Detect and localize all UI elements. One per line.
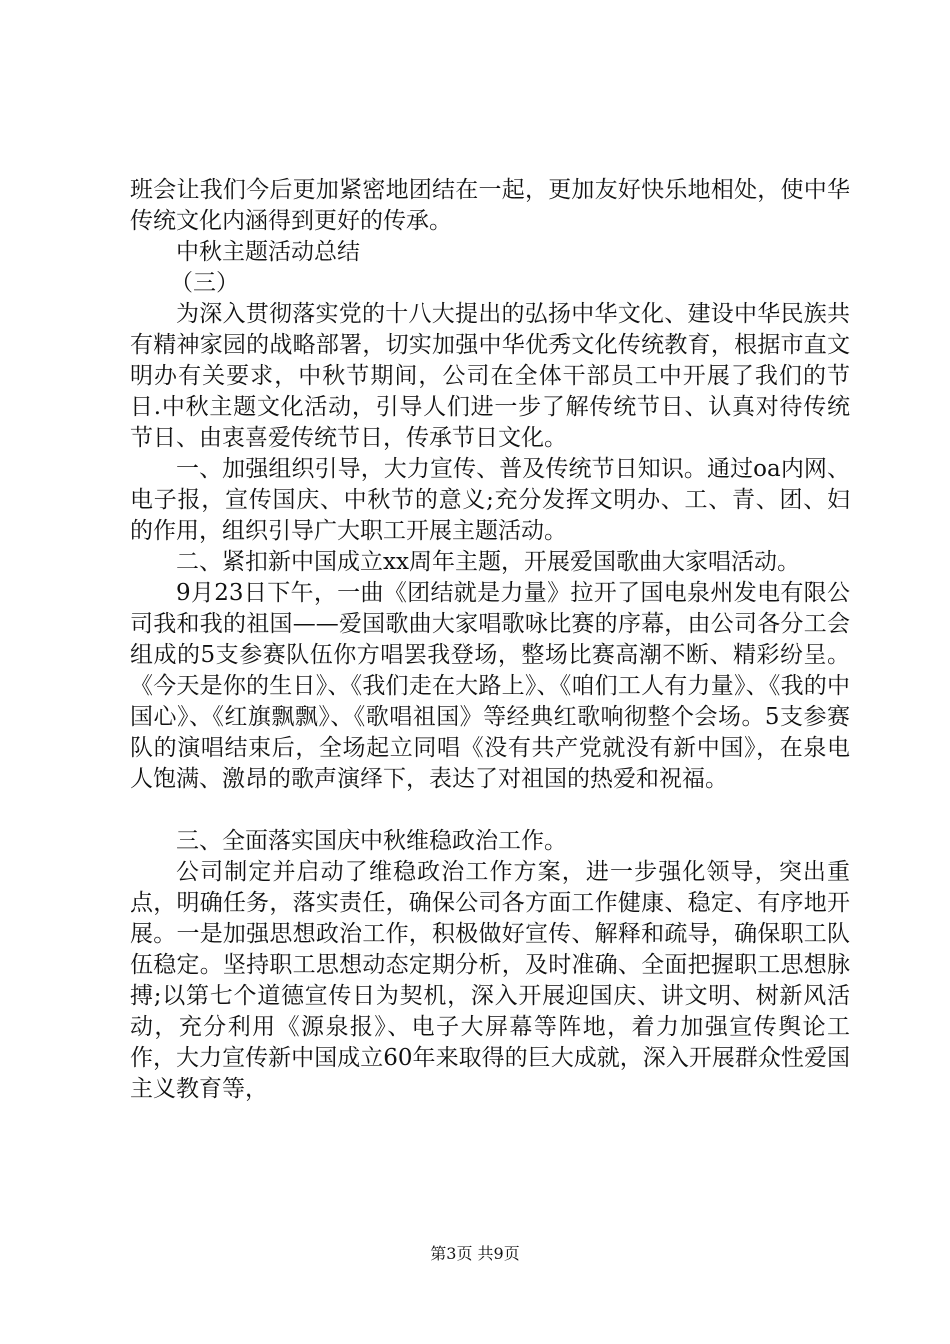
section-title: 中秋主题活动总结 bbox=[176, 239, 360, 265]
page-number-footer: 第3页 共9页 bbox=[430, 1244, 520, 1263]
paragraph-intro: 为深入贯彻落实党的十八大提出的弘扬中华文化、建设中华民族共有精神家园的战略部署，切实加强中华优秀文化传统教育，根据市直文明办有关要求，中秋节期间，公司在全体干部员工中开展了我们的节日.中秋主题文化活动，引导人们进一步了解传统节日、认真对待传统节日、由衷喜爱传统节日，传承节日文化。 bbox=[130, 301, 850, 451]
document-body bbox=[130, 175, 850, 1105]
paragraph-song-contest: 9月23日下午，一曲《团结就是力量》拉开了国电泉州发电有限公司我和我的祖国——爱国歌曲大家唱歌咏比赛的序幕，由公司各分工会组成的5支参赛队伍你方唱罢我登场，整场比赛高潮不断、精彩纷呈。《今天是你的生日》、《我们走在大路上》、《咱们工人有力量》、《我的中国心》、《红旗飘飘》、《歌唱祖国》等经典红歌响彻整个会场。5支参赛队的演唱结束后，全场起立同唱《没有共产党就没有新中国》，在泉电人饱满、激昂的歌声演绎下，表达了对祖国的热爱和祝福。 bbox=[130, 580, 850, 792]
section-part-number: （三） bbox=[170, 270, 239, 296]
paragraph-continuation: 班会让我们今后更加紧密地团结在一起，更加友好快乐地相处，使中华传统文化内涵得到更好的传承。 bbox=[130, 177, 850, 234]
paragraph-gap bbox=[130, 795, 850, 826]
paragraph-point-three: 三、全面落实国庆中秋维稳政治工作。 bbox=[176, 828, 567, 854]
paragraph-stability-work: 公司制定并启动了维稳政治工作方案，进一步强化领导，突出重点，明确任务，落实责任，确保公司各方面工作健康、稳定、有序地开展。一是加强思想政治工作，积极做好宣传、解释和疏导，确保职工队伍稳定。坚持职工思想动态定期分析，及时准确、全面把握职工思想脉搏;以第七个道德宣传日为契机，深入开展迎国庆、讲文明、树新风活动，充分利用《源泉报》、电子大屏幕等阵地，着力加强宣传舆论工作，大力宣传新中国成立60年来取得的巨大成就，深入开展群众性爱国主义教育等， bbox=[130, 859, 850, 1102]
paragraph-point-two: 二、紧扣新中国成立xx周年主题，开展爱国歌曲大家唱活动。 bbox=[176, 549, 800, 575]
paragraph-point-one: 一、加强组织引导，大力宣传、普及传统节日知识。通过oa内网、电子报，宣传国庆、中秋节的意义;充分发挥文明办、工、青、团、妇的作用，组织引导广大职工开展主题活动。 bbox=[130, 456, 850, 544]
